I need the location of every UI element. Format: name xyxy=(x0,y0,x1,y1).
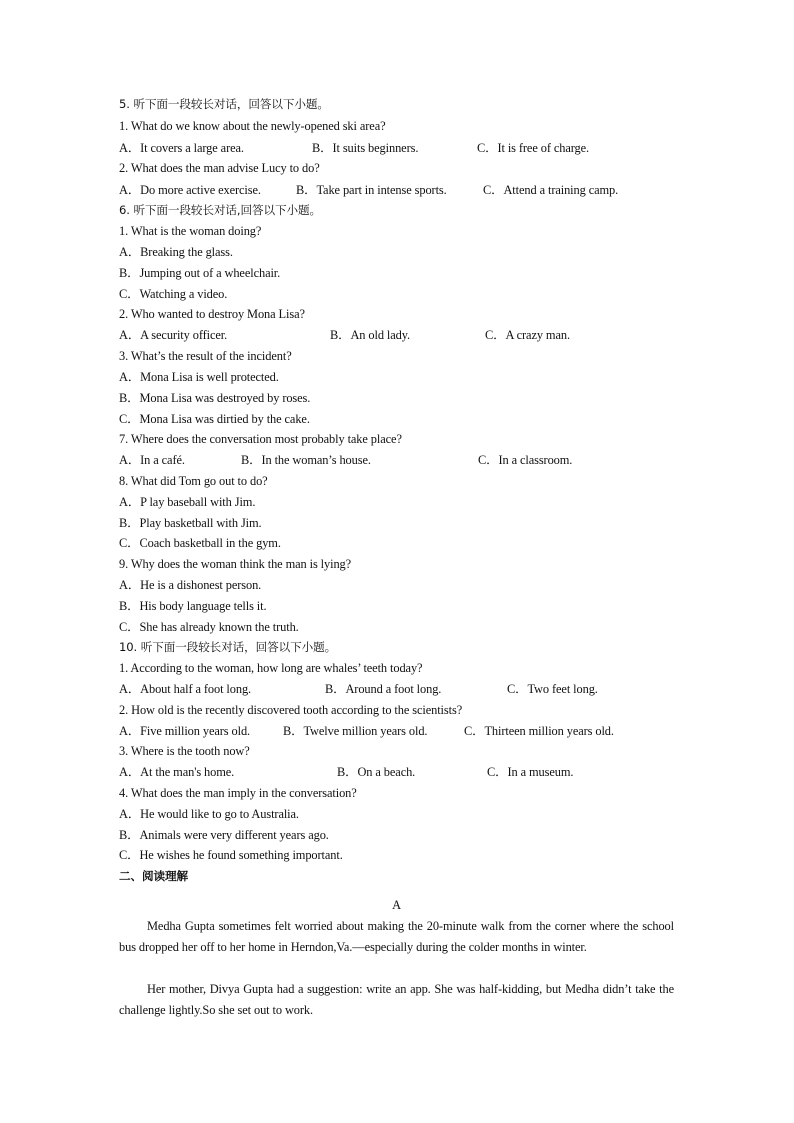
option-c: C．A crazy man. xyxy=(485,328,570,342)
q10-4-option-a: A．He would like to go to Australia. xyxy=(119,807,299,821)
q10-1-question: 1. According to the woman, how long are whales’ teeth today? xyxy=(119,661,423,675)
q6-header: 6. 听下面一段较长对话,回答以下小题。 xyxy=(119,203,321,217)
option-c: C．In a museum. xyxy=(487,765,574,779)
q10-header: 10. 听下面一段较长对话，回答以下小题。 xyxy=(119,640,337,654)
q6-3-option-a: A．Mona Lisa is well protected. xyxy=(119,370,279,384)
q10-4-option-b: B．Animals were very different years ago. xyxy=(119,828,329,842)
option-a: A．In a café. xyxy=(119,453,185,467)
q5-1-question: 1. What do we know about the newly-opened ski area? xyxy=(119,119,386,133)
q9-question: 9. Why does the woman think the man is lying? xyxy=(119,557,352,571)
q7-question: 7. Where does the conversation most probably take place? xyxy=(119,432,402,446)
option-a: A．It covers a large area. xyxy=(119,141,244,155)
q8-question: 8. What did Tom go out to do? xyxy=(119,474,268,488)
q10-2-question: 2. How old is the recently discovered tooth according to the scientists? xyxy=(119,703,463,717)
passage-paragraph-2: Her mother, Divya Gupta had a suggestion: write an app. She was half-kidding, but Medha didn’t take the challenge lightly.So she set out to work. xyxy=(119,982,674,1017)
passage-paragraph-1: Medha Gupta sometimes felt worried about making the 20-minute walk from the corner where the school bus dropped her off to her home in Herndon,Va.—especially during the colder months in winter. xyxy=(119,919,674,954)
passage-label: A xyxy=(392,898,401,912)
option-c: C．Two feet long. xyxy=(507,682,598,696)
q8-option-a: A．P lay baseball with Jim. xyxy=(119,495,256,509)
q9-option-b: B．His body language tells it. xyxy=(119,599,267,613)
option-b: B．It suits beginners. xyxy=(312,141,419,155)
option-a: A．Do more active exercise. xyxy=(119,183,261,197)
q6-1-option-c: C．Watching a video. xyxy=(119,287,228,301)
option-b: B．Around a foot long. xyxy=(325,682,442,696)
option-a: A．A security officer. xyxy=(119,328,228,342)
q10-4-option-c: C．He wishes he found something important. xyxy=(119,848,343,862)
option-c: C．Thirteen million years old. xyxy=(464,724,614,738)
section-title: 二、阅读理解 xyxy=(119,869,188,883)
option-a: A．Five million years old. xyxy=(119,724,251,738)
option-b: B．Twelve million years old. xyxy=(283,724,428,738)
option-b: B．In the woman’s house. xyxy=(241,453,371,467)
option-b: B．Take part in intense sports. xyxy=(296,183,447,197)
q6-2-question: 2. Who wanted to destroy Mona Lisa? xyxy=(119,307,305,321)
option-c: C．Attend a training camp. xyxy=(483,183,619,197)
option-b: B．On a beach. xyxy=(337,765,416,779)
q6-1-question: 1. What is the woman doing? xyxy=(119,224,262,238)
option-b: B．An old lady. xyxy=(330,328,411,342)
q9-option-c: C．She has already known the truth. xyxy=(119,620,299,634)
option-c: C．It is free of charge. xyxy=(477,141,590,155)
q5-2-question: 2. What does the man advise Lucy to do? xyxy=(119,161,320,175)
q6-3-option-c: C．Mona Lisa was dirtied by the cake. xyxy=(119,412,310,426)
option-c: C．In a classroom. xyxy=(478,453,573,467)
option-a: A．About half a foot long. xyxy=(119,682,252,696)
q8-option-c: C．Coach basketball in the gym. xyxy=(119,536,281,550)
q9-option-a: A．He is a dishonest person. xyxy=(119,578,262,592)
option-a: A．At the man's home. xyxy=(119,765,235,779)
q6-1-option-b: B．Jumping out of a wheelchair. xyxy=(119,266,281,280)
q10-3-question: 3. Where is the tooth now? xyxy=(119,744,250,758)
q10-4-question: 4. What does the man imply in the conversation? xyxy=(119,786,357,800)
q8-option-b: B．Play basketball with Jim. xyxy=(119,516,262,530)
q5-header: 5. 听下面一段较长对话，回答以下小题。 xyxy=(119,97,329,111)
q6-1-option-a: A．Breaking the glass. xyxy=(119,245,233,259)
q6-3-question: 3. What’s the result of the incident? xyxy=(119,349,292,363)
q6-3-option-b: B．Mona Lisa was destroyed by roses. xyxy=(119,391,311,405)
